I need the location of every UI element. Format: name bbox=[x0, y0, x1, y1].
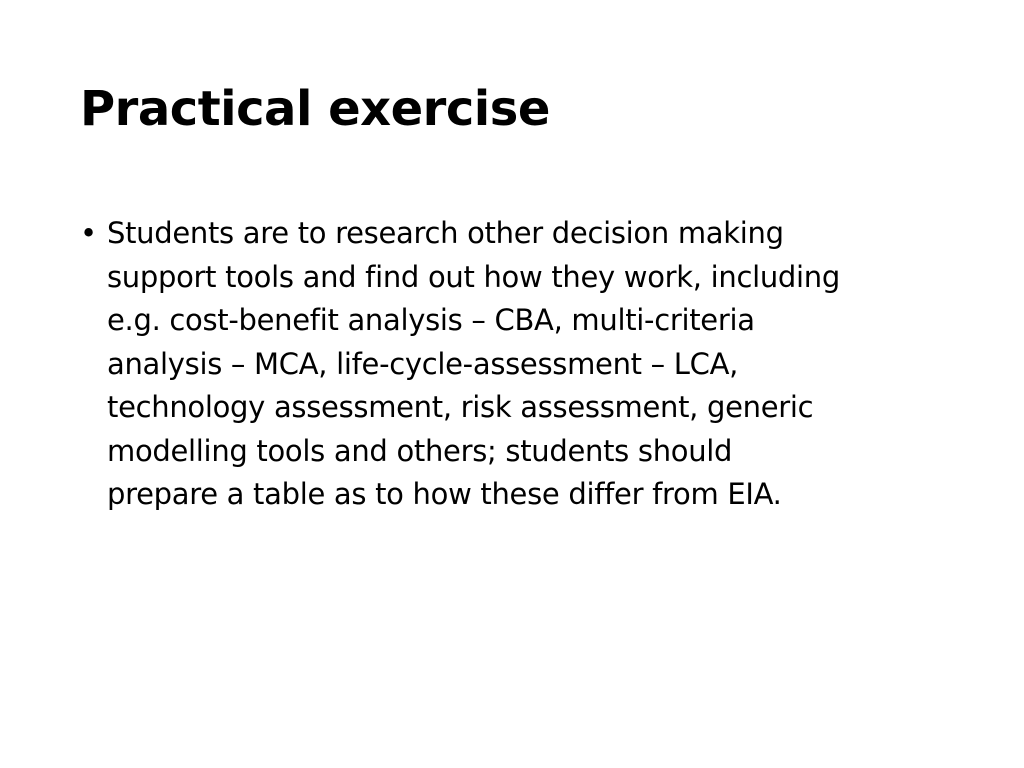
bullet-text-line: support tools and find out how they work, including bbox=[107, 259, 840, 294]
bullet-text-line: e.g. cost-benefit analysis – CBA, multi-criteria bbox=[107, 303, 755, 337]
bullet-text-line: analysis – MCA, life-cycle-assessment – LCA, bbox=[107, 346, 739, 381]
slide-title: Practical exercise bbox=[80, 81, 550, 137]
bullet-text-line: prepare a table as to how these differ from EIA. bbox=[107, 477, 782, 511]
bullet-item bbox=[80, 212, 960, 517]
bullet-text-line: Students are to research other decision making bbox=[107, 216, 784, 250]
bullet-list bbox=[80, 212, 960, 517]
bullet-text-line: modelling tools and others; students should bbox=[107, 433, 733, 468]
bullet-icon: • bbox=[80, 216, 97, 250]
bullet-text-line: technology assessment, risk assessment, generic bbox=[107, 390, 814, 424]
